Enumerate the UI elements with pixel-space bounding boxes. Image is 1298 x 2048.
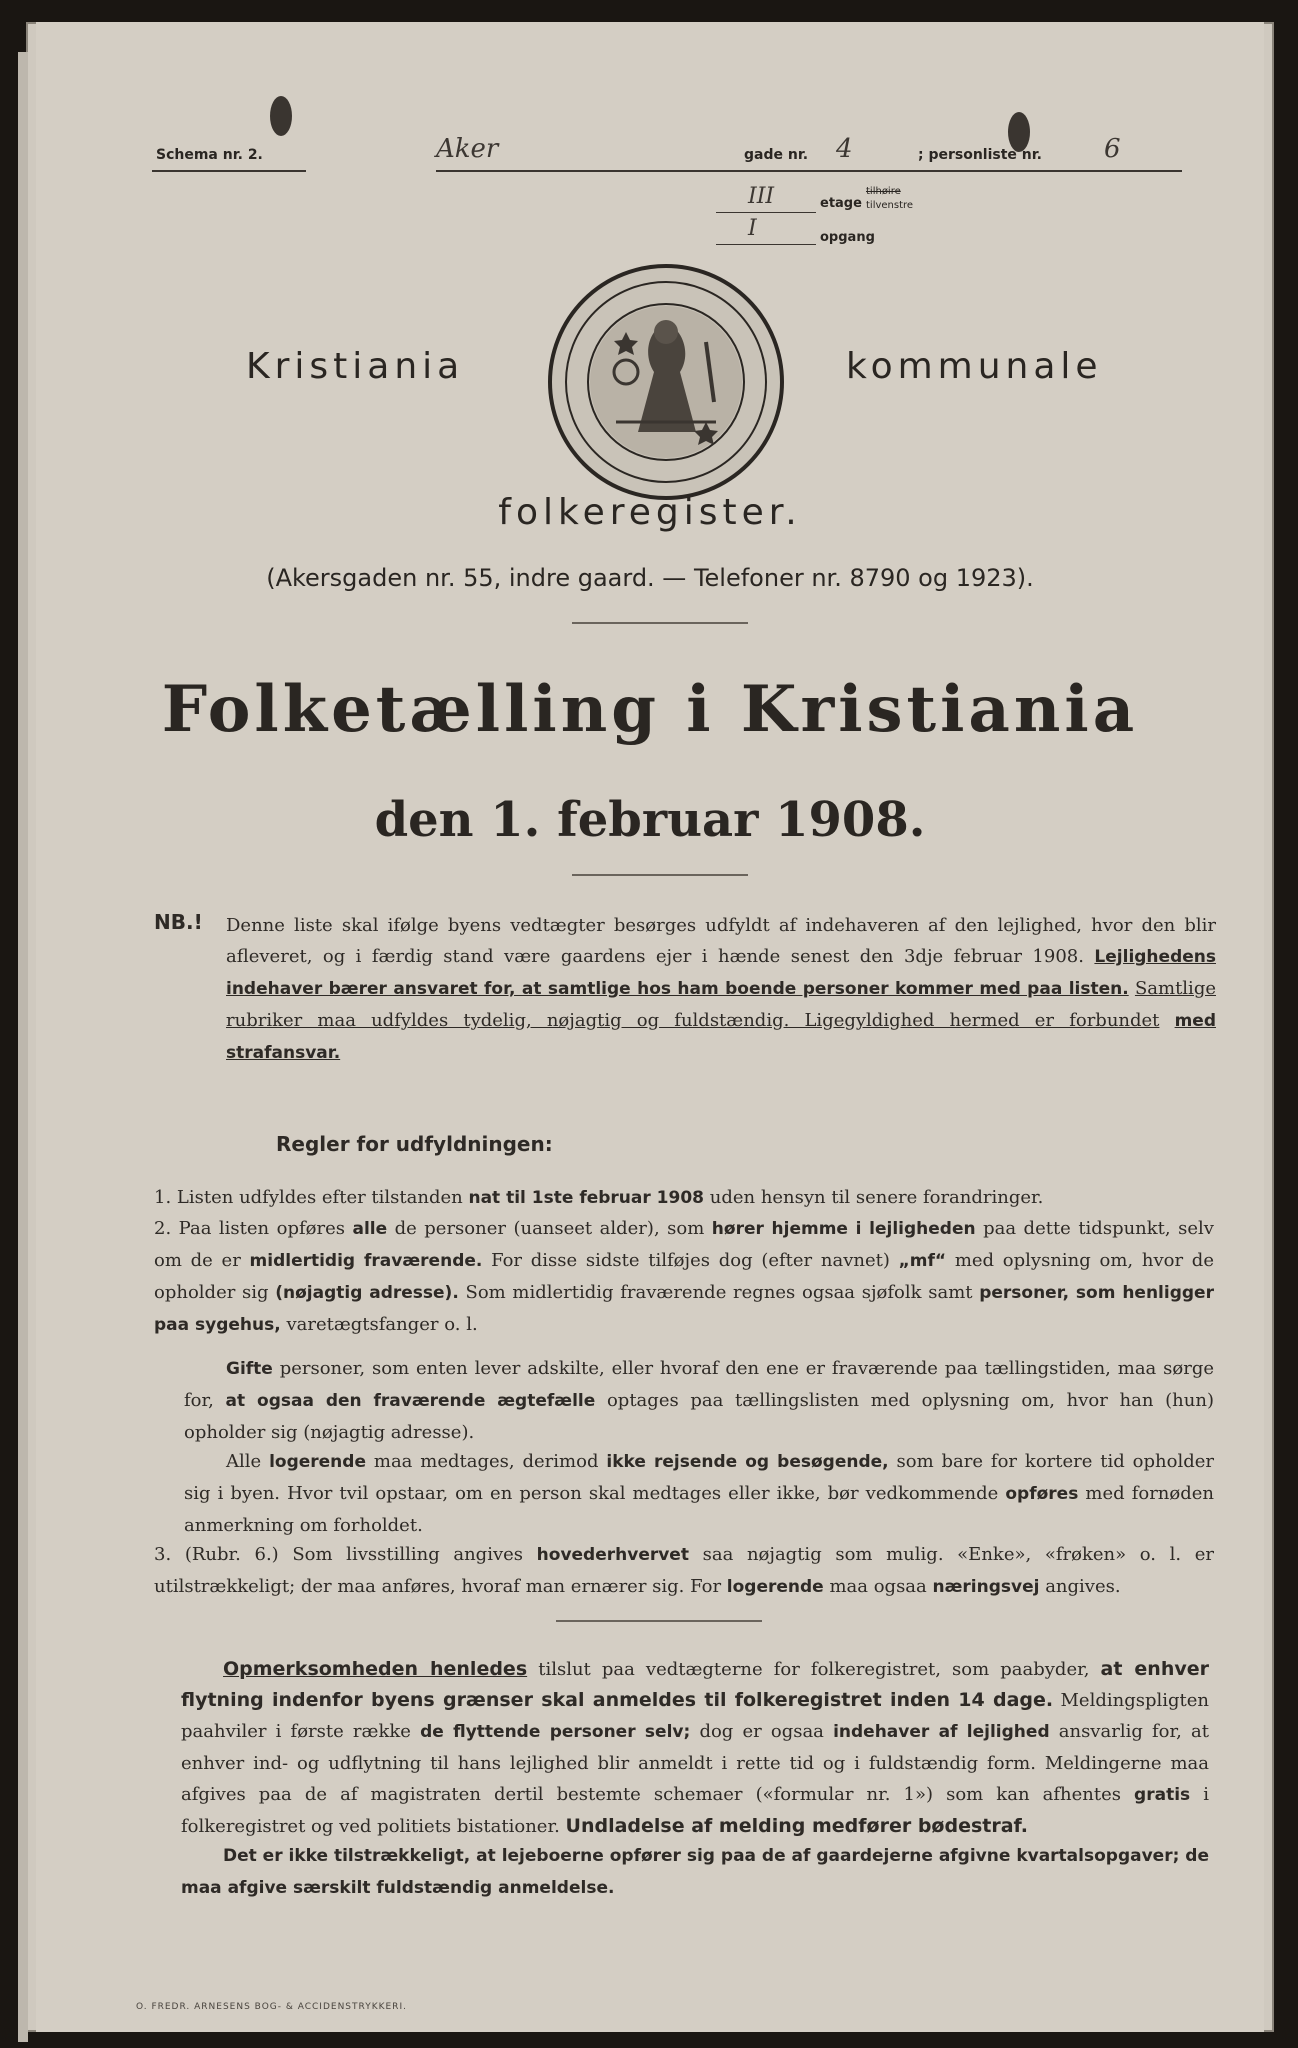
rule-2-text-h: „mf“ [898,1251,947,1271]
nb-text-3: Samtlige rubriker maa udfyldes tydelig, nøjagtig og fuldstændig. Ligegyldighed hermed er forbundet [226,978,1216,1031]
rule-2-number: 2. [154,1218,172,1239]
personliste-label: ; personliste nr. [918,147,1042,163]
notice-text-j: i folkeregistret og ved politiets bistationer. [181,1784,1209,1837]
rule-3 [154,1539,1214,1603]
notice-text-a: Opmerksomheden henledes [223,1658,528,1680]
logerende-text-d: ikke rejsende og besøgende, [606,1452,889,1472]
rule-2-text-i: med oplysning om, hvor de opholder sig [154,1250,1214,1303]
rule-1-text-b: nat til 1ste februar 1908 [468,1188,704,1208]
logerende-text-e: som bare for kortere tid opholder sig i byen. Hvor tvil opstaar, om en person skal medtages eller ikke, bør vedkommende [184,1451,1215,1504]
rule-2-text-e: paa dette tidspunkt, selv om de er [154,1218,1214,1271]
nb-label: NB.! [154,910,203,934]
sub-heading-date: den 1. februar 1908. [374,792,926,848]
tilhoire-option: tilhøire [866,186,901,197]
notice-text-i: gratis [1134,1785,1191,1805]
page-edge-left [18,52,28,2042]
street-name-handwritten: Aker [436,134,499,164]
final-paragraph [181,1840,1209,1904]
notice-text-g: indehaver af lejlighed [833,1722,1050,1742]
logerende-text-c: maa medtages, derimod [373,1451,599,1472]
etage-label: etage [820,196,862,211]
logerende-text-f: opføres [1005,1484,1079,1504]
gade-nr-label: gade nr. [744,147,809,163]
title-kristiania: Kristiania [246,346,465,387]
notice-text-c: at enhver flytning indenfor byens grænser skal anmeldes til folkeregistret inden 14 dage. [181,1658,1209,1711]
census-form-sheet [26,22,1274,2032]
gifte-text-b: personer, som enten lever adskilte, eller hvoraf den ene er fraværende paa tællingstiden, maa sørge for, [184,1358,1214,1411]
rule-2-text-b: alle [352,1219,388,1239]
main-heading: Folketælling i Kristiania [161,672,1139,747]
title-kommunale: kommunale [846,346,1103,387]
rule-2-gifte [184,1353,1214,1448]
gifte-text-d: optages paa tællingslisten med oplysning om, hvor han (hun) opholder sig (nøjagtig adresse). [184,1390,1214,1443]
nb-text-1: Denne liste skal ifølge byens vedtægter besørges udfyldt af indehaveren af den lejlighed, hvor den blir afleveret, og i færdig stand være gaardens ejer i hænde senest den 3dje februar 1908. [226,915,1216,967]
rule-2-text-j: (nøjagtig adresse). [275,1283,459,1303]
rule-2-text-l: personer, som henligger paa sygehus, [154,1283,1214,1335]
notice-text-d: Meldingspligten paahviler i første række [181,1690,1209,1742]
opgang-underline [716,244,816,245]
rule-3-text-b: hovederhvervet [536,1545,689,1565]
schema-label: Schema nr. 2. [156,147,263,163]
gifte-text-a: Gifte [226,1359,273,1379]
divider-3 [556,1620,762,1622]
logerende-text-a: Alle [226,1451,262,1472]
logerende-text-g: med fornøden anmerkning om forholdet. [184,1483,1214,1536]
rule-3-text-d: logerende [726,1577,824,1597]
gifte-text-c: at ogsaa den fraværende ægtefælle [225,1391,596,1411]
rule-1-number: 1. [154,1187,172,1208]
rule-1-text-c: uden hensyn til senere forandringer. [709,1187,1044,1208]
rule-2 [154,1213,1214,1341]
notice-text-f: dog er ogsaa [699,1721,824,1742]
punch-hole-left [270,96,292,136]
divider-1 [572,622,748,624]
final-text: Det er ikke tilstrækkeligt, at lejeboerne opfører sig paa de af gaardejerne afgivne kvartalsopgaver; de maa afgive særskilt fuldstændig anmeldelse. [181,1846,1209,1898]
notice-text-h: ansvarlig for, at enhver ind- og udflytning til hans lejlighed blir anmeldt i rette tid og i fuldstændig form. Meldingerne maa afgives paa de af magistraten dertil bestemte schemaer («formular nr. 1») som kan afhentes [181,1721,1209,1805]
nb-paragraph [226,910,1216,1069]
divider-2 [572,874,748,876]
rule-3-number: 3. [154,1544,172,1565]
rules-heading: Regler for udfyldningen: [276,1132,553,1156]
tilvenstre-option: tilvenstre [866,200,914,211]
rule-3-text-e: maa ogsaa [829,1576,927,1597]
notice-text-k: Undladelse af melding medfører bødestraf. [565,1815,1028,1837]
notice-text-e: de flyttende personer selv; [420,1722,691,1742]
form-page [36,22,1264,2032]
notice-text-b: tilslut paa vedtægterne for folkeregistret, som paabyder, [538,1659,1090,1680]
opgang-handwritten: I [748,216,757,241]
gade-nr-handwritten: 4 [836,134,853,164]
punch-hole-right [1008,112,1030,152]
rule-1-text-a: Listen udfyldes efter tilstanden [176,1187,463,1208]
rule-2-text-c: de personer (uanseet alder), som [394,1218,705,1239]
rule-3-text-g: angives. [1045,1576,1121,1597]
opgang-label: opgang [820,230,875,245]
title-folkeregister: folkeregister. [498,492,802,533]
city-seal-emblem [546,262,786,502]
rule-2-text-f: midlertidig fraværende. [249,1251,483,1271]
nb-text-4: med strafansvar. [226,1011,1216,1063]
schema-underline [152,170,306,172]
rule-3-text-f: næringsvej [932,1577,1040,1597]
rule-2-logerende [184,1446,1214,1541]
header-underline [436,170,1182,172]
nb-text-2: Lejlighedens indehaver bærer ansvaret for, at samtlige hos ham boende personer kommer med paa listen. [226,947,1216,999]
address-line: (Akersgaden nr. 55, indre gaard. — Telefoner nr. 8790 og 1923). [266,564,1034,592]
printer-imprint: O. FREDR. ARNESENS BOG- & ACCIDENSTRYKKERI. [136,2002,407,2012]
rule-3-text-a: (Rubr. 6.) Som livsstilling angives [184,1544,524,1565]
rule-1 [154,1182,1214,1214]
rule-2-text-a: Paa listen opføres [178,1218,345,1239]
logerende-text-b: logerende [269,1452,366,1472]
rule-2-text-m: varetægtsfanger o. l. [286,1314,478,1335]
rule-2-text-d: hører hjemme i lejligheden [711,1219,976,1239]
notice-paragraph [181,1654,1209,1842]
etage-underline [716,212,816,213]
personliste-handwritten: 6 [1104,134,1121,164]
rule-2-text-g: For disse sidste tilføjes dog (efter navnet) [491,1250,890,1271]
rule-2-text-k: Som midlertidig fraværende regnes ogsaa sjøfolk samt [465,1282,973,1303]
rule-3-text-c: saa nøjagtig som mulig. «Enke», «frøken» o. l. er utilstrækkeligt; der maa anføres, hvoraf man ernærer sig. For [154,1544,1214,1597]
etage-handwritten: III [748,184,775,209]
